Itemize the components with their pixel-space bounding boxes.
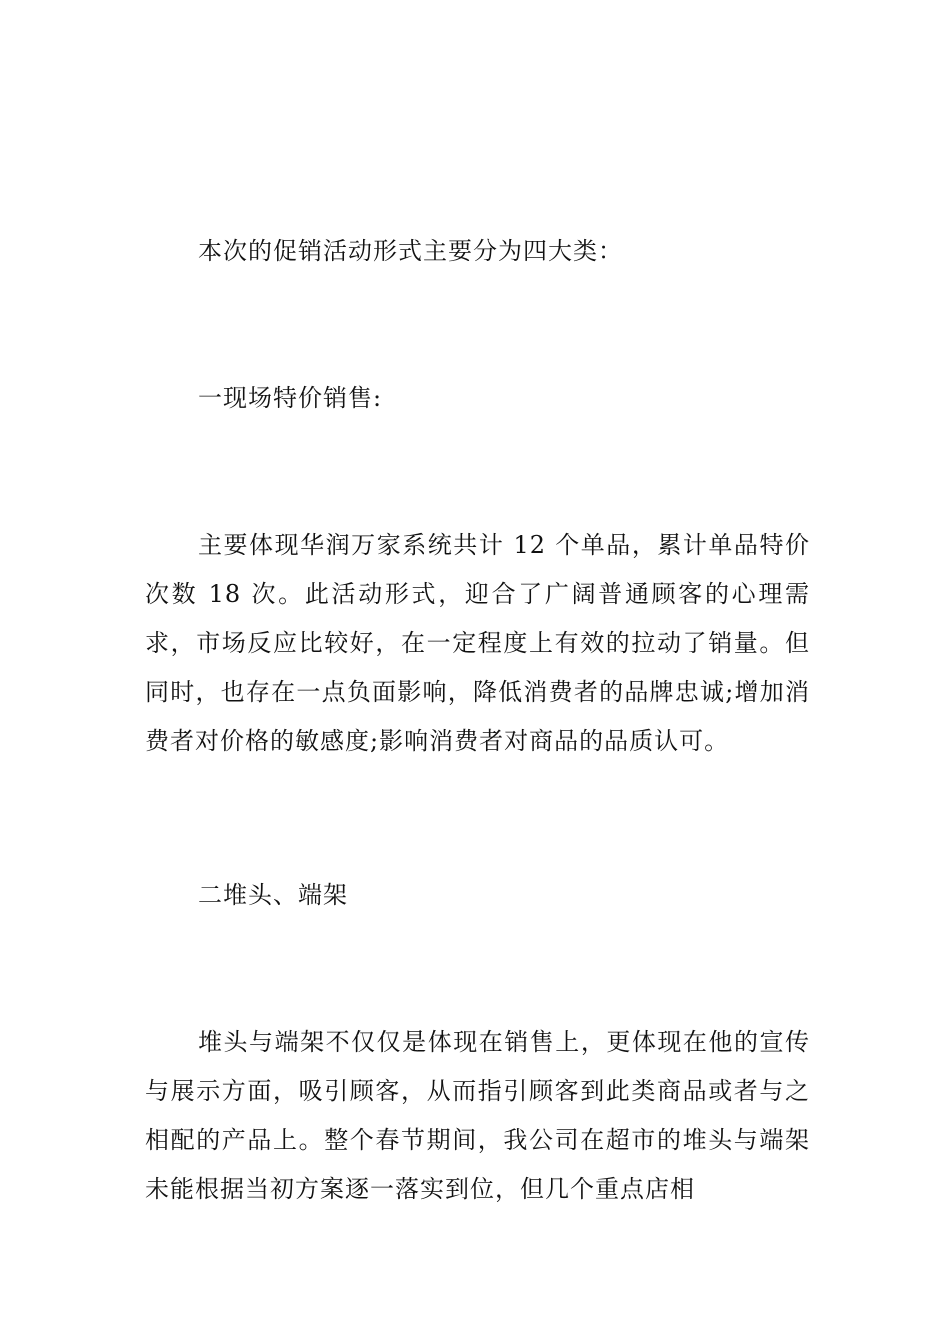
heading-section-2: 二堆头、端架 bbox=[198, 881, 348, 909]
paragraph-section-2-body: 堆头与端架不仅仅是体现在销售上，更体现在他的宣传与展示方面，吸引顾客，从而指引顾客到此类商品或者与之相配的产品上。整个春节期间，我公司在超市的堆头与端架未能根据当初方案逐一落实到位，但几个重点店相 bbox=[145, 1028, 810, 1203]
paragraph-section-1-body: 主要体现华润万家系统共计 12 个单品，累计单品特价次数 18 次。此活动形式，迎合了广阔普通顾客的心理需求，市场反应比较好，在一定程度上有效的拉动了销量。但同时，也存在一点负面影响，降低消费者的品牌忠诚;增加消费者对价格的敏感度;影响消费者对商品的品质认可。 bbox=[145, 531, 810, 755]
paragraph-intro: 本次的促销活动形式主要分为四大类： bbox=[198, 237, 623, 265]
heading-section-1: 一现场特价销售: bbox=[198, 384, 383, 412]
